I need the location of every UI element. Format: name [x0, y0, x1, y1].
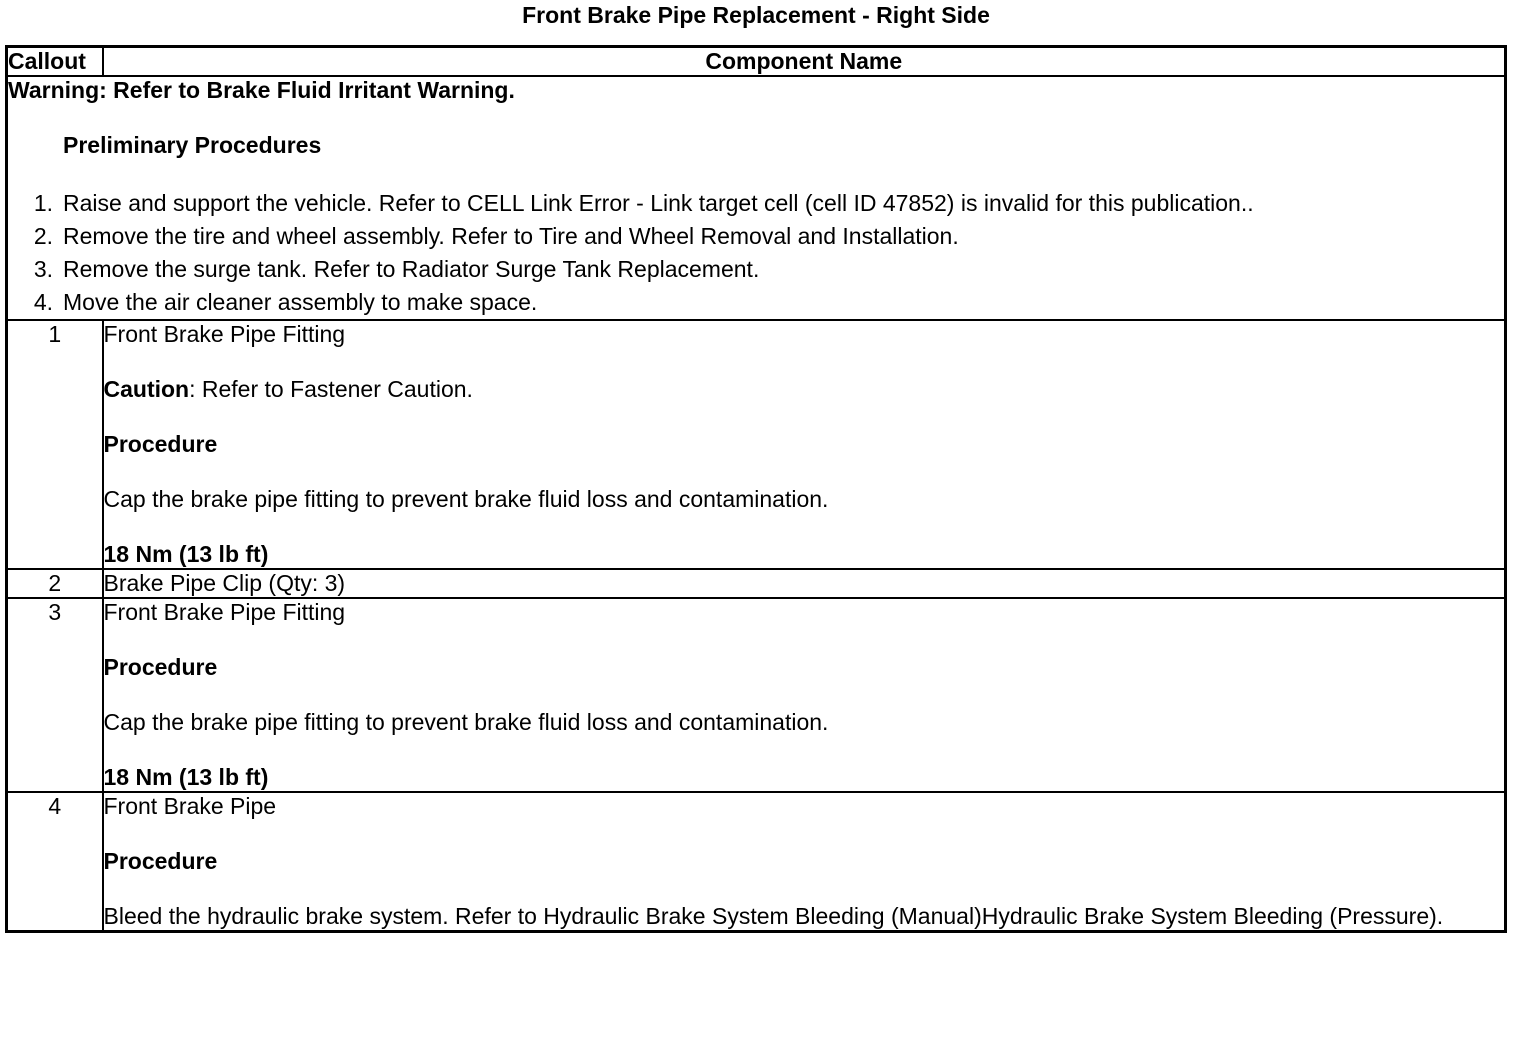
preliminary-step: [8, 286, 1504, 319]
component-cell: [103, 320, 1506, 569]
callout-number: 4: [7, 792, 103, 932]
table-row: [7, 569, 1506, 598]
caution-label: Caution: [103, 376, 190, 402]
component-name: Front Brake Pipe Fitting: [103, 599, 346, 625]
component-name: Front Brake Pipe: [103, 793, 277, 819]
caution-text: : Refer to Fastener Caution.: [189, 376, 473, 402]
procedure-text: Bleed the hydraulic brake system. Refer to Hydraulic Brake System Bleeding (Manual)Hydraulic Brake System Bleeding (Pressure).: [103, 903, 1444, 929]
procedure-table: [5, 45, 1507, 933]
callout-number: 3: [7, 598, 103, 792]
torque-spec: 18 Nm (13 lb ft): [103, 541, 269, 567]
table-header-row: [7, 47, 1506, 77]
step-text: Move the air cleaner assembly to make space.: [63, 289, 538, 315]
preliminary-step: [8, 253, 1504, 286]
procedure-label: Procedure: [103, 848, 218, 874]
table-row: [7, 598, 1506, 792]
preliminary-cell: [7, 76, 1506, 320]
step-number: 4.: [33, 289, 53, 315]
preliminary-steps: [8, 187, 1504, 319]
procedure-label: Procedure: [103, 431, 218, 457]
preliminary-step: [8, 220, 1504, 253]
step-number: 2.: [33, 223, 53, 249]
table-row: [7, 792, 1506, 932]
component-cell: [103, 792, 1506, 932]
table-row: [7, 320, 1506, 569]
page-title: Front Brake Pipe Replacement - Right Side: [522, 2, 990, 28]
preliminary-step: [8, 187, 1504, 220]
component-cell: [103, 569, 1506, 598]
callout-number: 2: [7, 569, 103, 598]
preliminary-heading: Preliminary Procedures: [63, 132, 322, 158]
step-number: 1.: [33, 190, 53, 216]
torque-spec: 18 Nm (13 lb ft): [103, 764, 269, 790]
header-callout: Callout: [7, 47, 103, 77]
procedure-text: Cap the brake pipe fitting to prevent brake fluid loss and contamination.: [103, 709, 829, 735]
preliminary-row: [7, 76, 1506, 320]
component-name: Brake Pipe Clip (Qty: 3): [103, 570, 346, 596]
component-name: Front Brake Pipe Fitting: [103, 321, 346, 347]
step-text: Remove the surge tank. Refer to Radiator Surge Tank Replacement.: [63, 256, 760, 282]
callout-number: 1: [7, 320, 103, 569]
step-text: Raise and support the vehicle. Refer to CELL Link Error - Link target cell (cell ID 47852) is invalid for this publication..: [63, 190, 1254, 216]
component-cell: [103, 598, 1506, 792]
step-number: 3.: [33, 256, 53, 282]
procedure-text: Cap the brake pipe fitting to prevent brake fluid loss and contamination.: [103, 486, 829, 512]
procedure-label: Procedure: [103, 654, 218, 680]
step-text: Remove the tire and wheel assembly. Refer to Tire and Wheel Removal and Installation.: [63, 223, 959, 249]
header-component-name: Component Name: [103, 47, 1506, 77]
caution-line: [104, 376, 1505, 403]
warning-text: Warning: Refer to Brake Fluid Irritant Warning.: [8, 77, 515, 103]
